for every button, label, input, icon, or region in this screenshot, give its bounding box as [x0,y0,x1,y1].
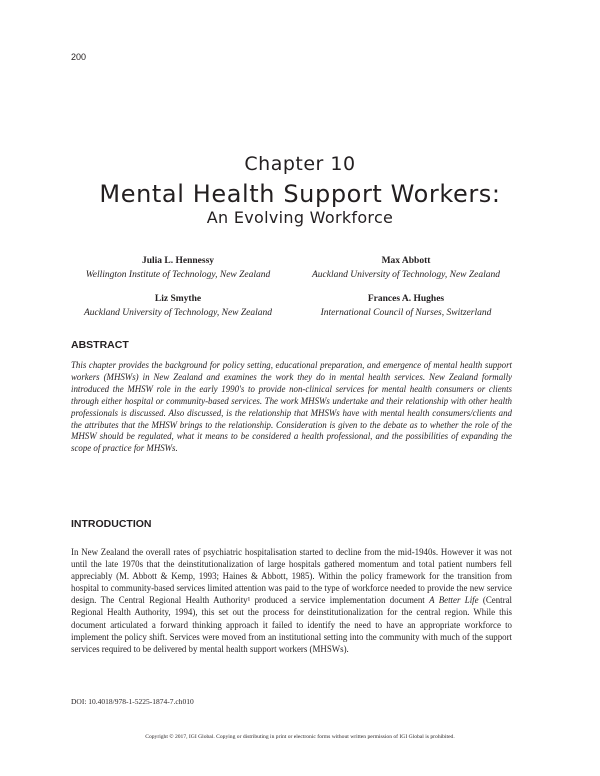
doi-line: DOI: 10.4018/978-1-5225-1874-7.ch010 [71,697,194,706]
cited-document-title: A Better Life [429,595,479,606]
chapter-label: Chapter 10 [244,153,356,175]
author-block [296,254,516,282]
author-name: Max Abbott [381,256,431,266]
introduction-text-part: In New Zealand the overall rates of psychiatric hospitalisation started to decline from the mid-1940s. However it was not until the late 1970s that the deinstitutionalization of large hospitals gathered momentum and total patient numbers fell appreciably (M. Abbott & Kemp, 1993; Haines & Abbott, 1985). Within the policy framework for the transition from hospital to community-based services limited attention was paid to the type of workforce needed to provide the new service design. The Central Regional Health Authority¹ produced a service implementation document [71,547,512,606]
chapter-subtitle: An Evolving Workforce [206,208,394,227]
abstract-text: This chapter provides the background for policy setting, educational preparation, and emergence of mental health support workers (MHSWs) in New Zealand and examines the work they do in mental health services. New Zealand formally introduced the MHSW role in the early 1990's to provide non-clinical services for mental health consumers or clients through either hospital or community-based services. The work MHSWs undertake and their relationship with other health professionals is discussed. Also discussed, is the relationship that MHSWs have with mental health consumers/clients and the attributes that the MHSW brings to the relationship. Consideration is given to the debate as to whether the role of the MHSW should be regulated, what it means to be considered a health professional, and the possibilities of expanding the scope of practice for MHSWs. [71,360,512,454]
author-affiliation: Auckland University of Technology, New Zealand [311,270,501,280]
author-affiliation: International Council of Nurses, Switzerland [320,308,492,318]
author-name: Julia L. Hennessy [141,256,215,266]
author-block [68,254,288,282]
copyright-notice: Copyright © 2017, IGI Global. Copying or distributing in print or electronic forms without written permission of IGI Global is prohibited. [145,734,455,740]
introduction-text [71,546,512,655]
abstract-heading: ABSTRACT [71,339,129,351]
page-number: 200 [71,52,87,62]
author-block [68,292,288,320]
introduction-text-part: (Central Regional Health Authority, 1994), this set out the process for deinstitutionalization for the central region. While this document articulated a forward thinking approach it failed to identify the need to have an appropriate workforce to implement the policy shift. Services were moved from an institutional setting into the community with much of the support services required to be delivered by mental health support workers (MHSWs). [71,595,513,654]
author-affiliation: Auckland University of Technology, New Zealand [83,308,273,318]
chapter-title: Mental Health Support Workers: [99,180,501,208]
author-name: Frances A. Hughes [367,294,445,304]
author-name: Liz Smythe [154,294,202,304]
author-affiliation: Wellington Institute of Technology, New Zealand [85,270,271,280]
introduction-heading: INTRODUCTION [71,518,152,530]
author-block [296,292,516,320]
